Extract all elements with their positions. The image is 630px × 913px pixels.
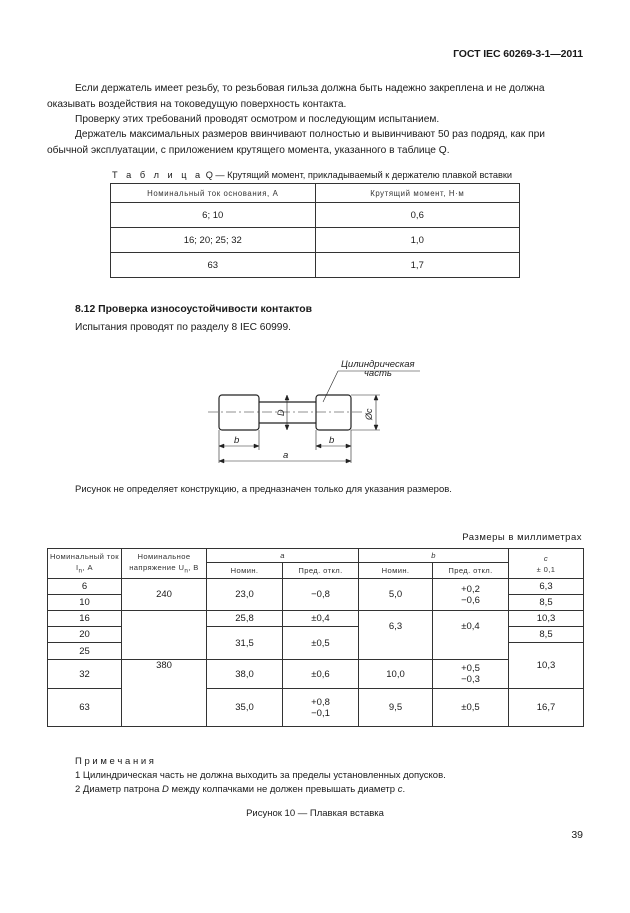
note-2-c: c <box>397 784 403 795</box>
label-part: часть <box>364 368 392 379</box>
cell-current: 32 <box>48 660 122 689</box>
page-number: 39 <box>571 829 583 841</box>
cell-current: 20 <box>48 627 122 643</box>
cell-b-dev-lower: −0,6 <box>461 594 480 606</box>
cell-a-dev-upper: +0,8 <box>311 696 330 708</box>
header-current-unit: , А <box>82 562 93 572</box>
cell-voltage: 380 <box>122 660 207 727</box>
table-q-caption-text: Q — Крутящий момент, прикладываемый к держателю плавкой вставки <box>205 170 513 180</box>
cell-a-dev: ±0,6 <box>283 660 359 689</box>
label-b-left: b <box>234 435 240 446</box>
cell-c: 10,3 <box>509 643 584 689</box>
cell-b-dev: ±0,4 <box>433 611 509 660</box>
label-b-right: b <box>329 435 335 446</box>
header-b-nom: Номин. <box>359 563 433 579</box>
cell-current: 6 <box>48 579 122 595</box>
cell-current: 63 <box>48 689 122 727</box>
cell-a-nom: 35,0 <box>207 689 283 727</box>
cell-voltage-blank <box>122 611 207 660</box>
document-header: ГОСТ IEC 60269-3-1—2011 <box>453 48 583 60</box>
cell-a-dev-lower: −0,1 <box>311 707 330 719</box>
cell-c: 6,3 <box>509 579 584 595</box>
cell-c: 8,5 <box>509 595 584 611</box>
cell-torque: 1,0 <box>315 228 520 253</box>
cell-b-dev-lower: −0,3 <box>461 674 480 685</box>
note-2-part-a: 2 Диаметр патрона <box>75 784 163 795</box>
torque-table <box>110 183 520 278</box>
cell-b-nom: 10,0 <box>359 660 433 689</box>
header-a: a <box>207 549 359 563</box>
cell-a-dev: ±0,4 <box>283 611 359 627</box>
label-D: D <box>276 409 286 416</box>
cell-c: 10,3 <box>509 611 584 627</box>
header-voltage-text: Номинальное напряжение U <box>129 551 191 572</box>
header-b-dev: Пред. откл. <box>433 563 509 579</box>
cell-b-nom: 5,0 <box>359 579 433 611</box>
cell-torque: 0,6 <box>315 203 520 228</box>
cell-current: 10 <box>48 595 122 611</box>
notes <box>75 755 446 797</box>
header-rated-current <box>48 549 122 579</box>
table-row <box>111 253 520 278</box>
header-voltage-unit: , В <box>188 562 199 572</box>
table-row <box>48 579 584 595</box>
cell-b-dev-upper: +0,2 <box>461 583 480 595</box>
cell-b-dev <box>433 579 509 611</box>
cell-a-dev <box>283 689 359 727</box>
note-2-end: . <box>402 784 406 795</box>
dimensions-table <box>47 548 584 727</box>
note-1: 1 Цилиндрическая часть не должна выходить за пределы установленных допусков. <box>75 770 446 781</box>
cell-c: 8,5 <box>509 627 584 643</box>
paragraph-1: Если держатель имеет резьбу, то резьбовая гильза должна быть надежно закреплена и не должна оказывать воздействия на токоведущую поверхность контакта. <box>47 83 545 110</box>
fuse-cap-right <box>316 395 351 430</box>
header-a-dev: Пред. откл. <box>283 563 359 579</box>
cell-a-nom: 23,0 <box>207 579 283 611</box>
header-a-nom: Номин. <box>207 563 283 579</box>
header-b: b <box>359 549 509 563</box>
note-2 <box>75 783 446 797</box>
table-header-row <box>111 184 520 203</box>
label-a: a <box>283 450 289 461</box>
fuse-drawing <box>200 350 440 470</box>
figure-caption: Рисунок 10 — Плавкая вставка <box>246 808 384 819</box>
header-current-sub: n <box>78 567 83 575</box>
figure-note: Рисунок не определяет конструкцию, а предназначен только для указания размеров. <box>75 484 452 495</box>
cell-a-nom: 31,5 <box>207 627 283 660</box>
section-title: 8.12 Проверка износоустойчивости контактов <box>75 304 312 315</box>
header-voltage-sub: n <box>184 567 189 575</box>
units-note: Размеры в миллиметрах <box>462 532 582 543</box>
header-c-letter: c <box>543 553 549 563</box>
note-2-D: D <box>162 784 169 795</box>
table-header-row <box>48 549 584 563</box>
cell-torque: 1,7 <box>315 253 520 278</box>
cell-b-nom: 9,5 <box>359 689 433 727</box>
table-q-caption-label: Т а б л и ц а <box>112 170 204 180</box>
cell-a-nom: 38,0 <box>207 660 283 689</box>
cell-b-nom: 6,3 <box>359 611 433 660</box>
header-current: Номинальный ток основания, А <box>111 184 316 203</box>
table-q-caption <box>112 170 512 180</box>
cell-current: 63 <box>111 253 316 278</box>
cell-current: 16 <box>48 611 122 627</box>
header-c-tolerance: ± 0,1 <box>536 564 556 574</box>
header-torque: Крутящий момент, Н·м <box>315 184 520 203</box>
header-current-text: Номинальный ток I <box>50 551 119 572</box>
label-diam-c: Øc <box>364 408 374 420</box>
cell-current: 16; 20; 25; 32 <box>111 228 316 253</box>
table-row <box>111 203 520 228</box>
table-row <box>48 660 584 689</box>
label-cylindrical: Цилиндрическая <box>341 359 415 370</box>
note-2-part-b: между колпачками не должен превышать диаметр <box>168 784 398 795</box>
paragraph-3: Держатель максимальных размеров ввинчивают полностью и вывинчивают 50 раз подряд, как при обычной эксплуатации, с приложением крутящего момента, указанного в таблице Q. <box>47 129 545 156</box>
cell-current: 25 <box>48 643 122 660</box>
cell-b-dev <box>433 660 509 689</box>
table-row <box>48 611 584 627</box>
cell-a-nom: 25,8 <box>207 611 283 627</box>
fuse-cap-left <box>219 395 259 430</box>
cell-b-dev-upper: +0,5 <box>461 663 480 674</box>
notes-title: П р и м е ч а н и я <box>75 756 154 767</box>
paragraph-2: Проверку этих требований проводят осмотром и последующим испытанием. <box>75 114 440 125</box>
header-rated-voltage <box>122 549 207 579</box>
table-row <box>111 228 520 253</box>
cell-b-dev: ±0,5 <box>433 689 509 727</box>
cell-current: 6; 10 <box>111 203 316 228</box>
cell-a-dev: −0,8 <box>283 579 359 611</box>
cell-c: 16,7 <box>509 689 584 727</box>
header-c <box>509 549 584 579</box>
cell-voltage: 240 <box>122 579 207 611</box>
section-text: Испытания проводят по разделу 8 IEC 60999. <box>75 322 291 333</box>
cell-a-dev: ±0,5 <box>283 627 359 660</box>
